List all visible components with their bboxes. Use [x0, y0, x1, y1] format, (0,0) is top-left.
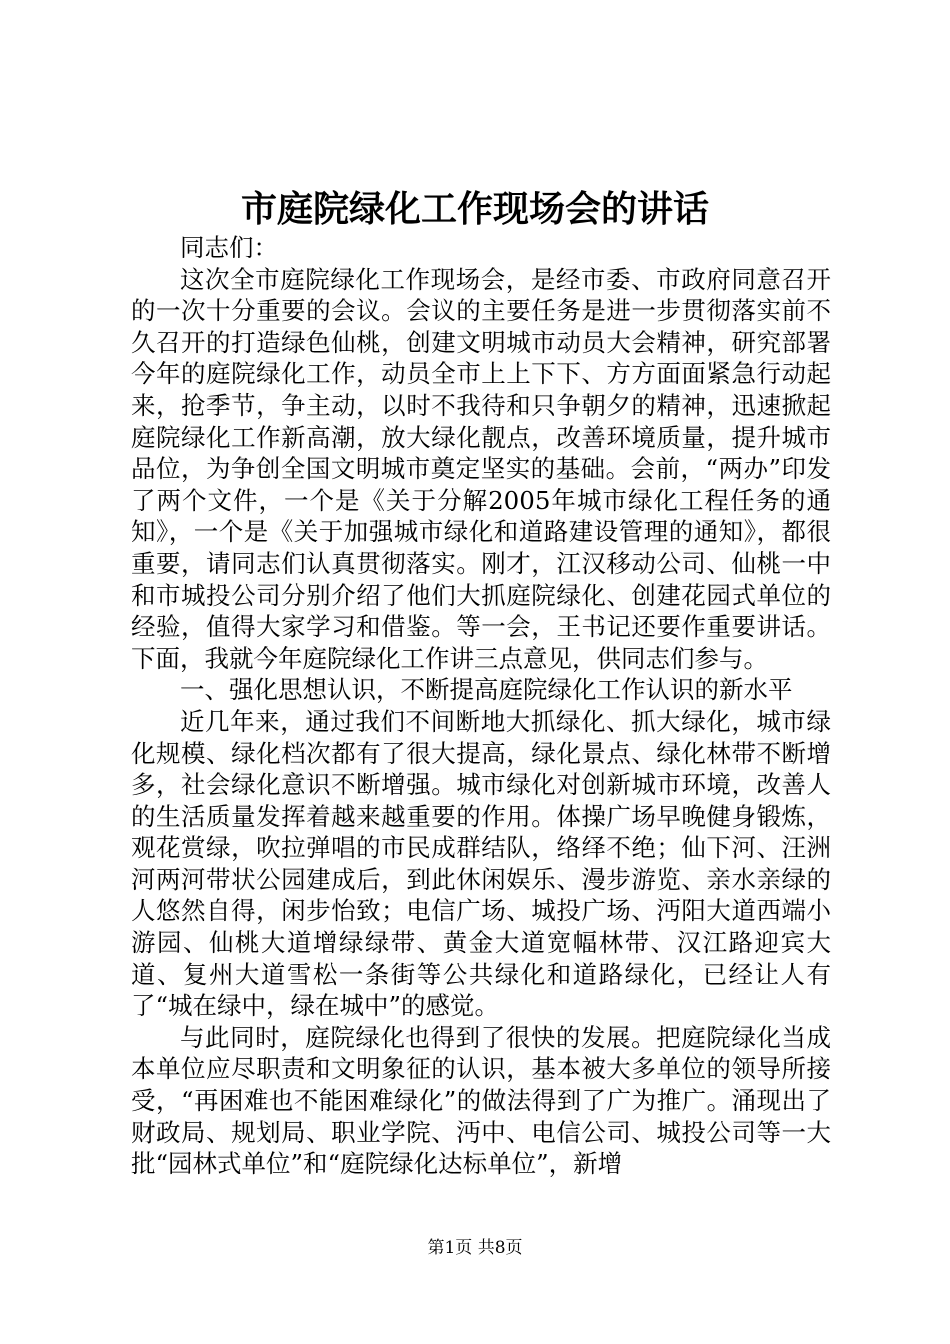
paragraph-section-1: 近几年来，通过我们不间断地大抓绿化、抓大绿化，城市绿化规模、绿化档次都有了很大提高，绿化景点、绿化林带不断增多，社会绿化意识不断增强。城市绿化对创新城市环境，改善人的生活质量发挥着越来越重要的作用。体操广场早晚健身锻炼，观花赏绿，吹拉弹唱的市民成群结队，络绎不绝；仙下河、汪洲河两河带状公园建成后，到此休闲娱乐、漫步游览、亲水亲绿的人悠然自得，闲步怡致；电信广场、城投广场、沔阳大道西端小游园、仙桃大道增绿绿带、黄金大道宽幅林带、汉江路迎宾大道、复州大道雪松一条街等公共绿化和道路绿化，已经让人有了“城在绿中，绿在城中”的感觉。: [131, 706, 831, 1021]
paragraph-intro: 这次全市庭院绿化工作现场会，是经市委、市政府同意召开的一次十分重要的会议。会议的主要任务是进一步贯彻落实前不久召开的打造绿色仙桃，创建文明城市动员大会精神，研究部署今年的庭院绿化工作，动员全市上上下下、方方面面紧急行动起来，抢季节，争主动，以时不我待和只争朝夕的精神，迅速掀起庭院绿化工作新高潮，放大绿化靓点，改善环境质量，提升城市品位，为争创全国文明城市奠定坚实的基础。会前，“两办”印发了两个文件，一个是《关于分解2005年城市绿化工程任务的通知》，一个是《关于加强城市绿化和道路建设管理的通知》，都很重要，请同志们认真贯彻落实。刚才，江汉移动公司、仙桃一中和市城投公司分别介绍了他们大抓庭院绿化、创建花园式单位的经验，值得大家学习和借鉴。等一会，王书记还要作重要讲话。下面，我就今年庭院绿化工作讲三点意见，供同志们参与。: [131, 264, 831, 673]
document-body: [131, 232, 831, 1180]
document-title: 市庭院绿化工作现场会的讲话: [240, 188, 709, 230]
page-footer: 第1页 共8页: [427, 1238, 523, 1258]
paragraph-section-1-continued: 与此同时，庭院绿化也得到了很快的发展。把庭院绿化当成本单位应尽职责和文明象征的认识，基本被大多单位的领导所接受，“再困难也不能困难绿化”的做法得到了广为推广。涌现出了财政局、规划局、职业学院、沔中、电信公司、城投公司等一大批“园林式单位”和“庭院绿化达标单位”，新增: [131, 1022, 831, 1179]
section-heading-1: 一、强化思想认识，不断提高庭院绿化工作认识的新水平: [180, 675, 793, 705]
salutation: 同志们：: [180, 233, 278, 262]
